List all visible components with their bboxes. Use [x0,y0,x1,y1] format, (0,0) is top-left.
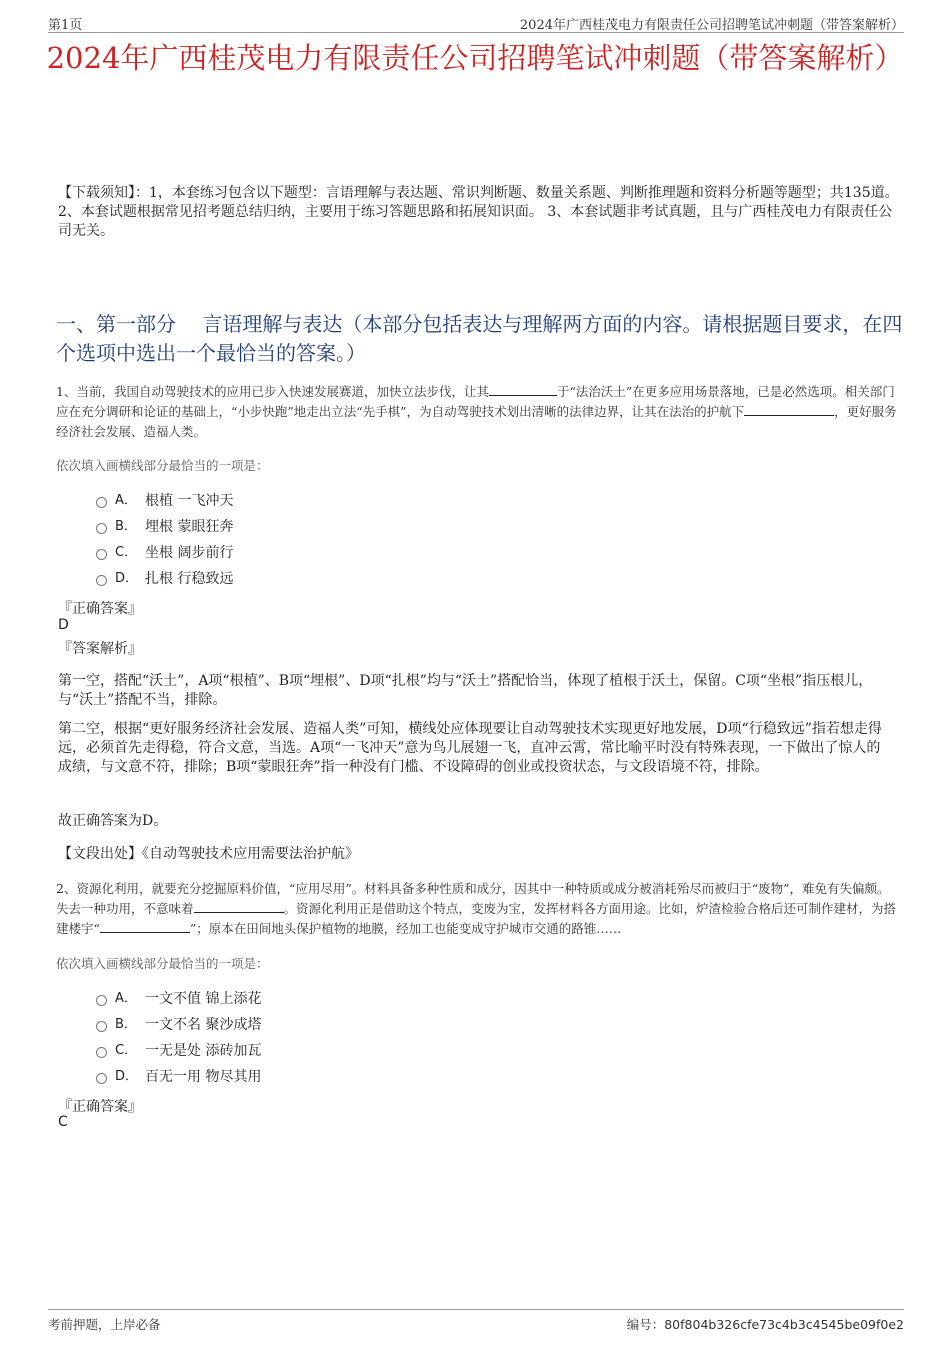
question-2-stem-part-b: 。资源化利用正是借助这个特点，变废为宝，发挥材料各方面用途。比如，炉渣检验合格后还可制作建材，为搭建楼宇“ [56,901,897,936]
radio-button-icon[interactable] [96,1047,107,1058]
question-1-option-d[interactable] [96,566,233,592]
radio-button-icon[interactable] [96,497,107,508]
question-2-option-b[interactable] [96,1012,261,1038]
option-label: C． [115,545,138,560]
question-1-stem-part-c: ，更好服务经济社会发展、造福人类。 [56,404,897,439]
footer-code-value: 80f804b326cfe73c4b3c4545be09f0e2 [664,1317,904,1332]
question-2-options [96,986,261,1090]
option-label: A． [115,493,137,508]
question-1-option-a[interactable] [96,488,233,514]
option-text: 一文不名 聚沙成塔 [145,1017,262,1033]
question-1-analysis-tag: 『答案解析』 [58,641,142,657]
question-2-answer-tag: 『正确答案』 [58,1099,142,1115]
page-header [48,12,904,33]
question-1-blank-1 [489,382,557,396]
question-2-stem-part-a: 2、资源化利用，就要充分挖掘原料价值，“应用尽用”。材料具备多种性质和成分，因其中一种特质或成分被消耗殆尽而被归于“废物”，难免有失偏颇。失去一种功用，不意味着 [56,881,890,916]
radio-button-icon[interactable] [96,1073,107,1084]
header-doc-title: 2024年广西桂茂电力有限责任公司招聘笔试冲刺题（带答案解析） [519,18,904,33]
radio-button-icon[interactable] [96,1021,107,1032]
question-1-stem [56,382,902,442]
question-1-blank-2 [744,402,834,416]
option-label: B． [115,1017,137,1032]
option-label: D． [115,1069,139,1084]
option-text: 根植 一飞冲天 [145,493,234,509]
option-text: 百无一用 物尽其用 [145,1069,262,1085]
radio-button-icon[interactable] [96,575,107,586]
option-text: 埋根 蒙眼狂奔 [145,519,234,535]
radio-button-icon[interactable] [96,523,107,534]
page-footer [48,1309,904,1334]
download-notice: 【下载须知】：1，本套练习包含以下题型：言语理解与表达题、常识判断题、数量关系题、判断推理题和资料分析题等题型；共135道。 2、本套试题根据常见招考题总结归纳，主要用于练习答题思路和拓展知识面。 3、本套试题非考试真题，且与广西桂茂电力有限责任公司无关。 [58,185,899,239]
footer-slogan: 考前押题，上岸必备 [48,1317,161,1332]
footer-code-label: 编号： [626,1317,665,1332]
question-2-stem [56,879,902,939]
question-2-answer: C [58,1114,68,1130]
question-1-answer: D [58,617,69,633]
option-label: A． [115,991,137,1006]
question-1-conclusion: 故正确答案为D。 [58,813,168,829]
question-2-option-d[interactable] [96,1064,261,1090]
question-2-stem-part-c: ”；原本在田间地头保护植物的地膜，经加工也能变成守护城市交通的路锥…… [189,921,622,936]
question-2-blank-1 [194,899,284,913]
question-2-option-c[interactable] [96,1038,261,1064]
radio-button-icon[interactable] [96,549,107,560]
document-title: 2024年广西桂茂电力有限责任公司招聘笔试冲刺题（带答案解析） [46,41,904,75]
question-1-stem-part-b: 于“法治沃土”在更多应用场景落地，已是必然选项。相关部门应在充分调研和论证的基础上，“小步快跑”地走出立法“先手棋”，为自动驾驶技术划出清晰的法律边界，让其在法治的护航下 [56,384,895,419]
option-label: B． [115,519,137,534]
radio-button-icon[interactable] [96,995,107,1006]
page-number: 第1页 [48,18,83,33]
question-2-option-a[interactable] [96,986,261,1012]
section-heading: 一、第一部分 言语理解与表达（本部分包括表达与理解两方面的内容。请根据题目要求，在四个选项中选出一个最恰当的答案。） [56,312,903,365]
question-1-stem-part-a: 1、当前，我国自动驾驶技术的应用已步入快速发展赛道，加快立法步伐，让其 [56,384,489,399]
question-2-ask: 依次填入画横线部分最恰当的一项是： [56,956,269,971]
option-text: 一文不值 锦上添花 [145,991,262,1007]
question-1-option-b[interactable] [96,514,233,540]
question-1-options [96,488,233,592]
question-1-analysis-1: 第一空，搭配“沃土”，A项“根植”、B项“埋根”、D项“扎根”均与“沃土”搭配恰当，体现了植根于沃土，保留。C项“坐根”指压根儿，与“沃土”搭配不当，排除。 [58,673,873,708]
option-text: 坐根 阔步前行 [145,545,234,561]
question-2-blank-2 [100,919,190,933]
question-1-source: 【文段出处】《自动驾驶技术应用需要法治护航》 [58,846,359,862]
footer-code [627,1315,904,1333]
question-1-answer-tag: 『正确答案』 [58,601,142,617]
option-label: D． [115,571,139,586]
question-1-analysis-2: 第二空，根据“更好服务经济社会发展、造福人类”可知，横线处应体现要让自动驾驶技术实现更好地发展，D项“行稳致远”指若想走得远，必须首先走得稳，符合文意，当选。A项“一飞冲天”意为鸟儿展翅一飞，直冲云霄，常比喻平时没有特殊表现，一下做出了惊人的成绩，与文意不符，排除；B项“蒙眼狂奔”指一种没有门槛、不设障碍的创业或投资状态，与文段语境不符，排除。 [58,721,882,775]
question-1-ask: 依次填入画横线部分最恰当的一项是： [56,458,269,473]
option-text: 一无是处 添砖加瓦 [145,1043,262,1059]
question-1-option-c[interactable] [96,540,233,566]
option-label: C． [115,1043,138,1058]
option-text: 扎根 行稳致远 [145,571,234,587]
